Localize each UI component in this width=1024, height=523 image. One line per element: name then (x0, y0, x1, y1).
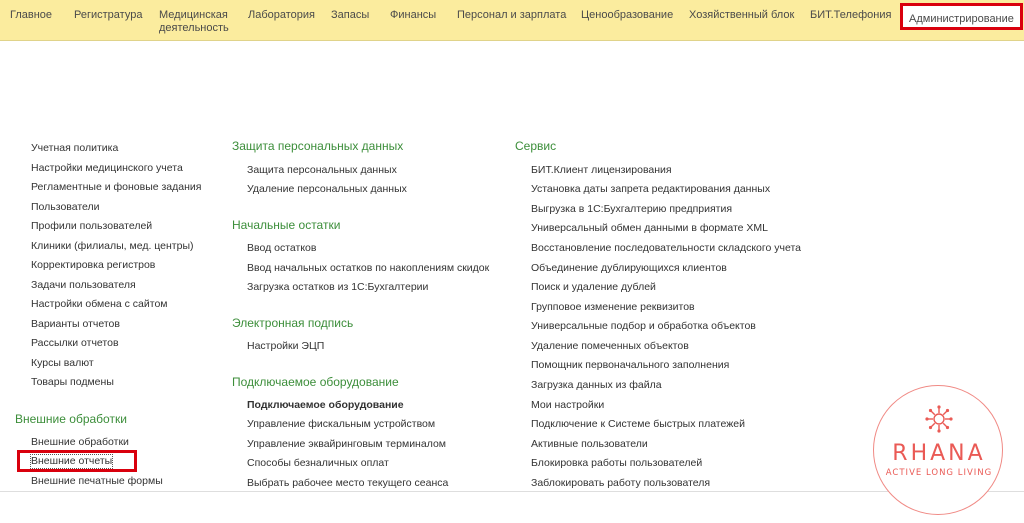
link-upravlenie-ekvayringovym[interactable]: Управление эквайринговым терминалом (247, 438, 447, 450)
link-vvod-ostatkov-skidok[interactable]: Ввод начальных остатков по накоплениям скидок (247, 262, 490, 274)
link-reglamentnye-zadaniya[interactable]: Регламентные и фоновые задания (31, 181, 202, 193)
logo-word: RHANA (892, 441, 986, 466)
link-vneshnie-otchety[interactable]: Внешние отчеты (31, 455, 113, 467)
tab-finansy[interactable]: Финансы (390, 9, 437, 21)
link-nastroyki-med-ucheta[interactable]: Настройки медицинского учета (31, 162, 183, 174)
link-nastroyki-obmena-sayt[interactable]: Настройки обмена с сайтом (31, 298, 168, 310)
group-title-nachalnye-ostatki: Начальные остатки (232, 218, 341, 232)
top-menu-bar (0, 0, 1024, 41)
link-vneshnie-obrabotki[interactable]: Внешние обработки (31, 436, 129, 448)
link-poisk-dubley[interactable]: Поиск и удаление дублей (531, 281, 656, 293)
tab-glavnoe[interactable]: Главное (10, 9, 53, 21)
link-zablokirovat-rabotu[interactable]: Заблокировать работу пользователя (531, 477, 711, 489)
group-title-servis: Сервис (515, 139, 557, 153)
tab-bit-telefoniya[interactable]: БИТ.Телефония (810, 9, 892, 21)
link-sposoby-beznalichnyh[interactable]: Способы безналичных оплат (247, 457, 389, 469)
link-universalnyy-obmen-xml[interactable]: Универсальный обмен данными в формате XML (531, 222, 769, 234)
group-title-podklyuchaemoe-oborudovanie: Подключаемое оборудование (232, 375, 399, 389)
link-kursy-valyut[interactable]: Курсы валют (31, 357, 94, 369)
link-udalenie-pomechennyh[interactable]: Удаление помеченных объектов (531, 340, 689, 352)
logo-tagline: ACTIVE LONG LIVING (885, 468, 993, 478)
group-title-elektronnaya-podpis: Электронная подпись (232, 316, 354, 330)
link-gruppovoe-izmenenie[interactable]: Групповое изменение реквизитов (531, 301, 695, 313)
link-zashchita-pd[interactable]: Защита персональных данных (247, 164, 397, 176)
link-bit-klient-licenzirovaniya[interactable]: БИТ.Клиент лицензирования (531, 164, 672, 176)
link-rassylki-otchetov[interactable]: Рассылки отчетов (31, 337, 119, 349)
link-pomoshchnik-zapolneniya[interactable]: Помощник первоначального заполнения (531, 359, 730, 371)
link-vygruzka-1c[interactable]: Выгрузка в 1С:Бухгалтерию предприятия (531, 203, 733, 215)
group-title-vneshnie-obrabotki: Внешние обработки (15, 412, 127, 426)
tab-administrirovanie[interactable]: Администрирование (900, 3, 1023, 30)
link-varianty-otchetov[interactable]: Варианты отчетов (31, 318, 120, 330)
tab-med-deyatelnost[interactable]: Медицинская деятельность (159, 9, 229, 34)
link-vvod-ostatkov[interactable]: Ввод остатков (247, 242, 317, 254)
link-obedinenie-klientov[interactable]: Объединение дублирующихся клиентов (531, 262, 727, 274)
highlight-box-vneshnie-otchety (17, 450, 137, 472)
link-zadachi-polzovatelya[interactable]: Задачи пользователя (31, 279, 136, 291)
link-polzovateli[interactable]: Пользователи (31, 201, 100, 213)
link-zagruzka-ostatkov-1c[interactable]: Загрузка остатков из 1С:Бухгалтерии (247, 281, 429, 293)
tab-registratura[interactable]: Регистратура (74, 9, 143, 21)
link-tovary-podmeny[interactable]: Товары подмены (31, 376, 114, 388)
link-vosstanovlenie-posledovatelnosti[interactable]: Восстановление последовательности складского учета (531, 242, 801, 254)
tab-personal[interactable]: Персонал и зарплата (457, 9, 567, 21)
link-sbp[interactable]: Подключение к Системе быстрых платежей (531, 418, 745, 430)
link-aktivnye-polzovateli[interactable]: Активные пользователи (531, 438, 648, 450)
link-profili-polzovateley[interactable]: Профили пользователей (31, 220, 153, 232)
group-title-zashchita-pd: Защита персональных данных (232, 139, 404, 153)
link-universalnye-podbor[interactable]: Универсальные подбор и обработка объектов (531, 320, 756, 332)
tab-hoz-blok[interactable]: Хозяйственный блок (689, 9, 795, 21)
link-zagruzka-iz-fayla[interactable]: Загрузка данных из файла (531, 379, 662, 391)
link-uchetnaya-politika[interactable]: Учетная политика (31, 142, 119, 154)
tab-cenoobrazovanie[interactable]: Ценообразование (581, 9, 674, 21)
link-data-zapreta[interactable]: Установка даты запрета редактирования данных (531, 183, 771, 195)
link-blokirovka-raboty[interactable]: Блокировка работы пользователей (531, 457, 703, 469)
link-vybrat-rabochee-mesto[interactable]: Выбрать рабочее место текущего сеанса (247, 477, 449, 489)
link-upravlenie-fiskalnym[interactable]: Управление фискальным устройством (247, 418, 436, 430)
tab-zapasy[interactable]: Запасы (331, 9, 370, 21)
link-korrektirovka-registrov[interactable]: Корректировка регистров (31, 259, 156, 271)
bottom-divider (0, 491, 1024, 492)
virus-icon (924, 404, 954, 434)
link-udalenie-pd[interactable]: Удаление персональных данных (247, 183, 407, 195)
link-kliniki[interactable]: Клиники (филиалы, мед. центры) (31, 240, 194, 252)
rhana-logo (873, 385, 1003, 515)
link-moi-nastroyki[interactable]: Мои настройки (531, 399, 605, 411)
link-vneshnie-pechatnye-formy[interactable]: Внешние печатные формы (31, 475, 163, 487)
link-nastroyki-ecp[interactable]: Настройки ЭЦП (247, 340, 325, 352)
link-podklyuchaemoe-oborudovanie[interactable]: Подключаемое оборудование (247, 399, 404, 411)
tab-laboratoriya[interactable]: Лаборатория (248, 9, 315, 21)
